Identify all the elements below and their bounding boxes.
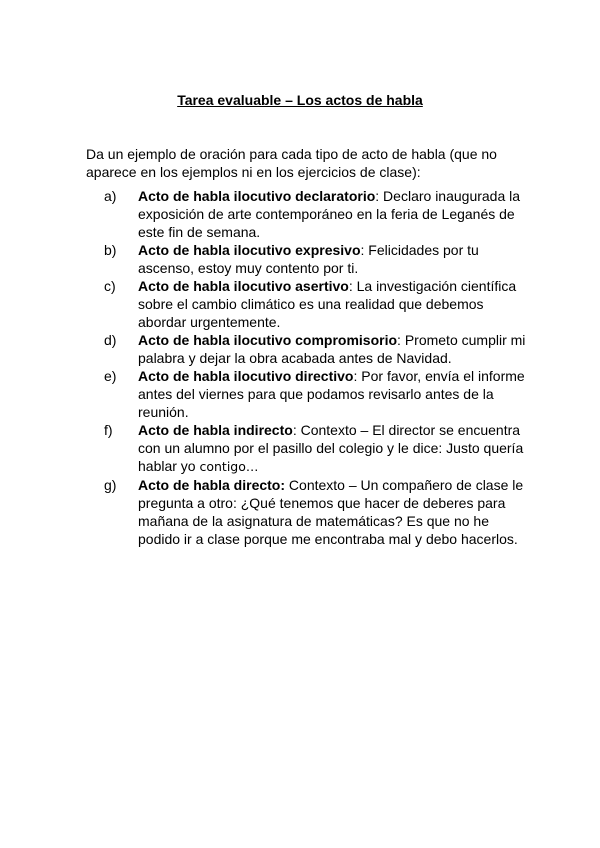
item-term: Acto de habla indirecto — [138, 422, 293, 438]
list-item — [86, 476, 526, 548]
item-separator: : — [292, 422, 297, 438]
list-marker: g) — [104, 477, 117, 493]
list-item-content — [138, 187, 526, 241]
item-text: Declaro inaugurada la exposición de arte contemporáneo en la feria de Leganés de este fin de semana. — [138, 188, 521, 240]
list-marker: f) — [104, 422, 113, 438]
list-item — [86, 367, 526, 421]
document-title: Tarea evaluable – Los actos de habla — [177, 92, 423, 108]
item-separator: : — [397, 332, 401, 348]
item-separator: : — [348, 278, 353, 294]
item-term: Acto de habla directo: — [138, 477, 286, 493]
list-item — [86, 331, 526, 367]
item-text: La investigación científica sobre el cambio climático es una realidad que debemos abordar urgentemente. — [138, 278, 517, 330]
list-marker: e) — [104, 368, 117, 384]
list-item — [86, 187, 526, 241]
list-marker: b) — [104, 242, 117, 258]
list-item-content — [138, 367, 526, 421]
list-item — [86, 277, 526, 331]
item-separator: : — [353, 368, 358, 384]
list-item — [86, 421, 526, 476]
item-term: Acto de habla ilocutivo compromisorio — [138, 332, 398, 348]
list-item-content — [138, 476, 526, 548]
item-term: Acto de habla ilocutivo declaratorio — [138, 188, 376, 204]
item-text: Prometo cumplir mi palabra y dejar la obra acabada antes de Navidad. — [138, 332, 526, 366]
item-text: Felicidades por tu ascenso, estoy muy contento por ti. — [138, 242, 479, 276]
speech-acts-list — [86, 187, 526, 548]
item-separator: : — [375, 188, 380, 204]
item-text: Contexto – El director se encuentra con un alumno por el pasillo del colegio y le dice: Justo quería hablar yo — [138, 422, 524, 474]
item-term: Acto de habla ilocutivo expresivo — [138, 242, 361, 258]
item-text: Por favor, envía el informe antes del viernes para que podamos revisarlo antes de la reunión. — [138, 368, 525, 420]
list-marker: c) — [104, 278, 116, 294]
list-item-content — [138, 421, 526, 476]
list-item-content — [138, 241, 526, 277]
item-text: Contexto – Un compañero de clase le pregunta a otro: ¿Qué tenemos que hacer de deberes para mañana de la asignatura de matemáticas? Es que no he podido ir a clase porque me encontraba mal y debo hacerlos. — [138, 477, 524, 547]
list-item-content — [138, 277, 526, 331]
item-term: Acto de habla ilocutivo asertivo — [138, 278, 349, 294]
document-intro: Da un ejemplo de oración para cada tipo de acto de habla (que no aparece en los ejemplos ni en los ejercicios de clase): — [86, 146, 497, 180]
item-text-tail: contigo… — [199, 459, 259, 474]
list-marker: d) — [104, 332, 117, 348]
item-separator: : — [360, 242, 365, 258]
list-item — [86, 241, 526, 277]
item-term: Acto de habla ilocutivo directivo — [138, 368, 354, 384]
list-item-content — [138, 331, 526, 367]
list-marker: a) — [104, 188, 117, 204]
